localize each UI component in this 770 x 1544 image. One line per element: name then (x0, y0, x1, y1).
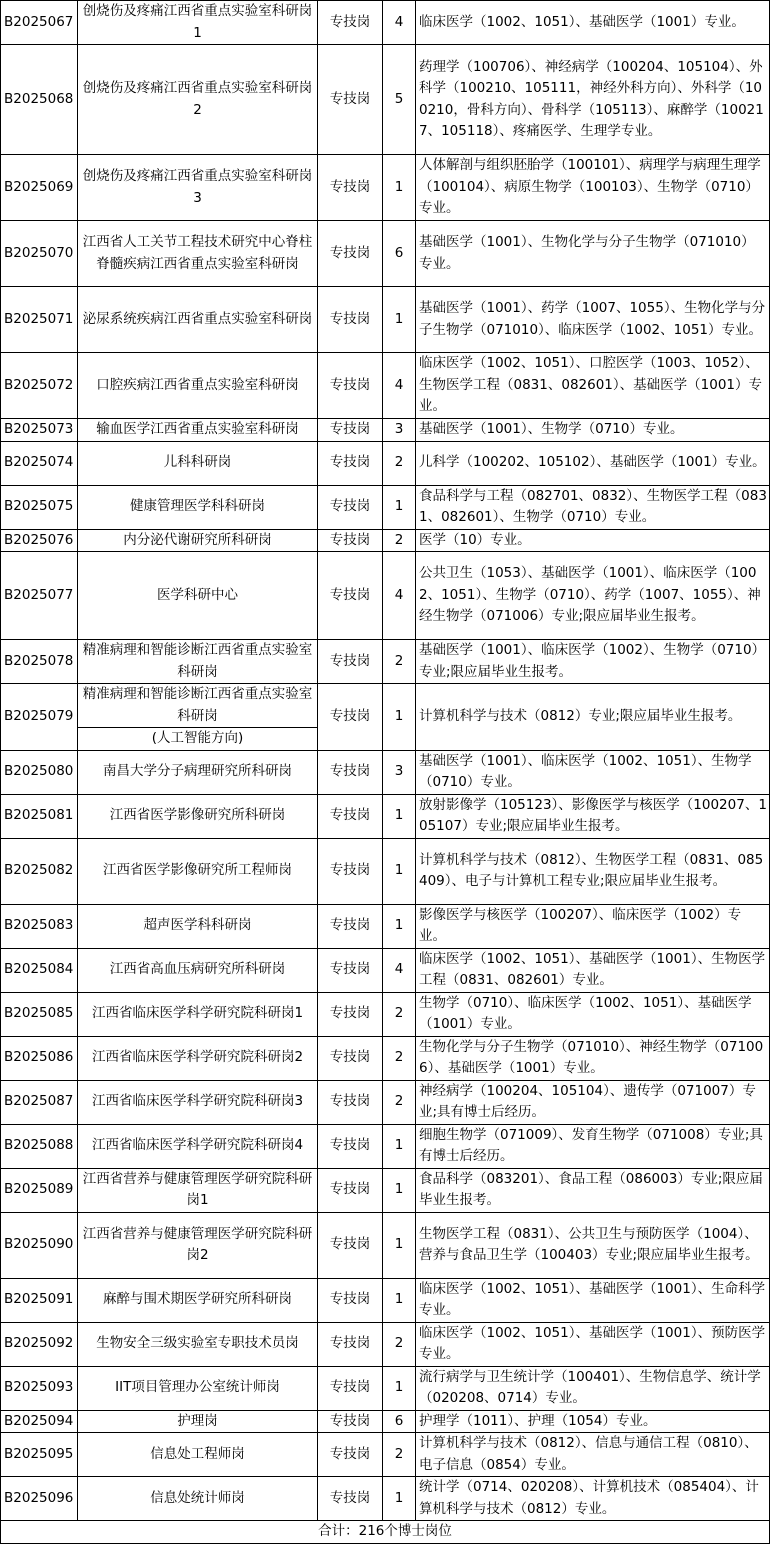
position-code: B2025091 (1, 1278, 78, 1322)
position-count: 1 (383, 1477, 416, 1521)
position-requirement: 影像医学与核医学（100207）、临床医学（1002）专业。 (416, 904, 770, 948)
position-requirement: 人体解剖与组织胚胎学（100101）、病理学与病理生理学（100104）、病原生物学（100103）、生物学（0710）专业。 (416, 155, 770, 221)
position-name: 创烧伤及疼痛江西省重点实验室科研岗2 (78, 45, 318, 155)
position-category: 专技岗 (318, 1410, 383, 1433)
total-row (1, 1521, 770, 1544)
position-requirement: 临床医学（1002、1051）、基础医学（1001）专业。 (416, 1, 770, 45)
position-requirement: 临床医学（1002、1051）、基础医学（1001）、生物医学工程（0831、082601）专业。 (416, 948, 770, 992)
table-row (1, 1, 770, 45)
position-name: 江西省高血压病研究所科研岗 (78, 948, 318, 992)
position-count: 4 (383, 948, 416, 992)
table-row (1, 529, 770, 552)
position-requirement: 生物化学与分子生物学（071010）、神经生物学（071006）、基础医学（1001）专业。 (416, 1036, 770, 1080)
position-name: 江西省营养与健康管理医学研究院科研岗1 (78, 1168, 318, 1212)
position-category: 专技岗 (318, 750, 383, 794)
position-count: 1 (383, 1212, 416, 1278)
position-requirement: 基础医学（1001）、药学（1007、1055）、生物化学与分子生物学（071010）、临床医学（1002、1051）专业。 (416, 287, 770, 353)
position-code: B2025067 (1, 1, 78, 45)
position-category: 专技岗 (318, 419, 383, 442)
position-name: 超声医学科科研岗 (78, 904, 318, 948)
position-code: B2025081 (1, 794, 78, 838)
table-row (1, 750, 770, 794)
table-row (1, 1410, 770, 1433)
position-requirement: 临床医学（1002、1051）、基础医学（1001）、生命科学专业。 (416, 1278, 770, 1322)
position-category: 专技岗 (318, 838, 383, 904)
position-code: B2025084 (1, 948, 78, 992)
table-row (1, 155, 770, 221)
position-category: 专技岗 (318, 1278, 383, 1322)
position-count: 3 (383, 419, 416, 442)
position-count: 2 (383, 640, 416, 684)
position-name: 信息处统计师岗 (78, 1477, 318, 1521)
position-name: 内分泌代谢研究所科研岗 (78, 529, 318, 552)
position-requirement: 放射影像学（105123）、影像医学与核医学（100207、105107）专业;限应届毕业生报考。 (416, 794, 770, 838)
position-requirement: 基础医学（1001）、生物化学与分子生物学（071010）专业。 (416, 221, 770, 287)
position-count: 1 (383, 1278, 416, 1322)
position-category: 专技岗 (318, 485, 383, 529)
position-category: 专技岗 (318, 552, 383, 640)
position-category: 专技岗 (318, 992, 383, 1036)
position-name: 江西省营养与健康管理医学研究院科研岗2 (78, 1212, 318, 1278)
position-count: 3 (383, 750, 416, 794)
position-name: 南昌大学分子病理研究所科研岗 (78, 750, 318, 794)
position-category: 专技岗 (318, 684, 383, 751)
table-row (1, 1278, 770, 1322)
position-name: 口腔疾病江西省重点实验室科研岗 (78, 353, 318, 419)
position-name: 江西省医学影像研究所工程师岗 (78, 838, 318, 904)
table-row (1, 45, 770, 155)
position-code: B2025086 (1, 1036, 78, 1080)
position-category: 专技岗 (318, 287, 383, 353)
position-name: 健康管理医学科科研岗 (78, 485, 318, 529)
table-row (1, 1036, 770, 1080)
position-count: 2 (383, 1080, 416, 1124)
position-category: 专技岗 (318, 1080, 383, 1124)
position-name (78, 684, 318, 751)
table-row (1, 904, 770, 948)
position-category: 专技岗 (318, 640, 383, 684)
position-requirement: 基础医学（1001）、临床医学（1002）、生物学（0710）专业;限应届毕业生报考。 (416, 640, 770, 684)
table-row (1, 1433, 770, 1477)
position-name: 江西省临床医学科学研究院科研岗2 (78, 1036, 318, 1080)
position-count: 1 (383, 1168, 416, 1212)
position-count: 1 (383, 684, 416, 751)
position-code: B2025070 (1, 221, 78, 287)
position-requirement: 计算机科学与技术（0812）、生物医学工程（0831、085409）、电子与计算机工程专业;限应届毕业生报考。 (416, 838, 770, 904)
position-category: 专技岗 (318, 948, 383, 992)
position-category: 专技岗 (318, 1433, 383, 1477)
position-count: 6 (383, 221, 416, 287)
position-code: B2025076 (1, 529, 78, 552)
position-name: 创烧伤及疼痛江西省重点实验室科研岗1 (78, 1, 318, 45)
position-requirement: 儿科学（100202、105102）、基础医学（1001）专业。 (416, 441, 770, 485)
table-row (1, 684, 770, 751)
position-requirement: 细胞生物学（071009）、发育生物学（071008）专业;具有博士后经历。 (416, 1124, 770, 1168)
table-row (1, 1168, 770, 1212)
position-name: 生物安全三级实验室专职技术员岗 (78, 1322, 318, 1366)
table-row (1, 1212, 770, 1278)
position-requirement: 临床医学（1002、1051）、基础医学（1001）、预防医学专业。 (416, 1322, 770, 1366)
table-row (1, 1366, 770, 1410)
position-count: 6 (383, 1410, 416, 1433)
position-requirement: 公共卫生（1053）、基础医学（1001）、临床医学（1002、1051）、生物学（0710）、药学（1007、1055）、神经生物学（071006）专业;限应届毕业生报考。 (416, 552, 770, 640)
position-category: 专技岗 (318, 1212, 383, 1278)
position-code: B2025068 (1, 45, 78, 155)
position-requirement: 神经病学（100204、105104）、遗传学（071007）专业;具有博士后经历。 (416, 1080, 770, 1124)
position-count: 2 (383, 1036, 416, 1080)
position-count: 1 (383, 904, 416, 948)
table-row (1, 640, 770, 684)
position-name: 江西省临床医学科学研究院科研岗1 (78, 992, 318, 1036)
position-code: B2025078 (1, 640, 78, 684)
positions-table-body (1, 1, 770, 1521)
table-row (1, 948, 770, 992)
position-name: 儿科科研岗 (78, 441, 318, 485)
position-category: 专技岗 (318, 45, 383, 155)
position-count: 4 (383, 1, 416, 45)
position-name: 麻醉与围术期医学研究所科研岗 (78, 1278, 318, 1322)
table-row (1, 419, 770, 442)
table-row (1, 992, 770, 1036)
position-code: B2025077 (1, 552, 78, 640)
position-code: B2025074 (1, 441, 78, 485)
position-code: B2025093 (1, 1366, 78, 1410)
position-name-sub: (人工智能方向) (78, 727, 317, 750)
position-name: 江西省医学影像研究所科研岗 (78, 794, 318, 838)
position-requirement: 计算机科学与技术（0812）专业;限应届毕业生报考。 (416, 684, 770, 751)
table-row (1, 552, 770, 640)
position-code: B2025088 (1, 1124, 78, 1168)
position-category: 专技岗 (318, 155, 383, 221)
position-count: 1 (383, 287, 416, 353)
position-requirement: 医学（10）专业。 (416, 529, 770, 552)
position-requirement: 生物医学工程（0831）、公共卫生与预防医学（1004）、营养与食品卫生学（100403）专业;限应届毕业生报考。 (416, 1212, 770, 1278)
position-count: 1 (383, 485, 416, 529)
position-count: 1 (383, 1124, 416, 1168)
position-category: 专技岗 (318, 1477, 383, 1521)
position-requirement: 基础医学（1001）、临床医学（1002、1051）、生物学（0710）专业。 (416, 750, 770, 794)
position-requirement: 生物学（0710）、临床医学（1002、1051）、基础医学（1001）专业。 (416, 992, 770, 1036)
position-category: 专技岗 (318, 1322, 383, 1366)
table-row (1, 838, 770, 904)
position-name: 信息处工程师岗 (78, 1433, 318, 1477)
position-code: B2025075 (1, 485, 78, 529)
position-category: 专技岗 (318, 794, 383, 838)
position-code: B2025089 (1, 1168, 78, 1212)
position-code: B2025072 (1, 353, 78, 419)
position-requirement: 食品科学（083201）、食品工程（086003）专业;限应届毕业生报考。 (416, 1168, 770, 1212)
position-name-main: 精准病理和智能诊断江西省重点实验室科研岗 (82, 686, 313, 724)
position-code: B2025082 (1, 838, 78, 904)
position-count: 2 (383, 992, 416, 1036)
position-code: B2025069 (1, 155, 78, 221)
position-requirement: 临床医学（1002、1051）、口腔医学（1003、1052）、生物医学工程（0831、082601）、基础医学（1001）专业。 (416, 353, 770, 419)
position-category: 专技岗 (318, 1124, 383, 1168)
position-code: B2025079 (1, 684, 78, 751)
position-code: B2025085 (1, 992, 78, 1036)
position-category: 专技岗 (318, 441, 383, 485)
table-row (1, 441, 770, 485)
position-requirement: 药理学（100706）、神经病学（100204、105104）、外科学（100210、105111，神经外科方向）、外科学（100210，骨科方向）、骨科学（105113）、麻醉学（100217、105118）、疼痛医学、生理学专业。 (416, 45, 770, 155)
position-count: 1 (383, 794, 416, 838)
position-name: 江西省临床医学科学研究院科研岗4 (78, 1124, 318, 1168)
position-code: B2025080 (1, 750, 78, 794)
position-category: 专技岗 (318, 1168, 383, 1212)
position-category: 专技岗 (318, 529, 383, 552)
table-row (1, 794, 770, 838)
table-row (1, 221, 770, 287)
position-code: B2025094 (1, 1410, 78, 1433)
position-code: B2025096 (1, 1477, 78, 1521)
position-category: 专技岗 (318, 353, 383, 419)
position-requirement: 统计学（0714、020208）、计算机技术（085404）、计算机科学与技术（0812）专业。 (416, 1477, 770, 1521)
position-category: 专技岗 (318, 1036, 383, 1080)
position-code: B2025092 (1, 1322, 78, 1366)
position-requirement: 护理学（1011）、护理（1054）专业。 (416, 1410, 770, 1433)
position-code: B2025073 (1, 419, 78, 442)
table-row (1, 1124, 770, 1168)
position-category: 专技岗 (318, 904, 383, 948)
position-code: B2025083 (1, 904, 78, 948)
table-row (1, 1477, 770, 1521)
position-name: IIT项目管理办公室统计师岗 (78, 1366, 318, 1410)
position-requirement: 基础医学（1001）、生物学（0710）专业。 (416, 419, 770, 442)
position-name: 江西省人工关节工程技术研究中心脊柱脊髓疾病江西省重点实验室科研岗 (78, 221, 318, 287)
position-name: 精准病理和智能诊断江西省重点实验室科研岗 (78, 640, 318, 684)
position-code: B2025095 (1, 1433, 78, 1477)
position-code: B2025090 (1, 1212, 78, 1278)
position-count: 4 (383, 353, 416, 419)
table-row (1, 287, 770, 353)
position-count: 1 (383, 155, 416, 221)
position-name: 江西省临床医学科学研究院科研岗3 (78, 1080, 318, 1124)
table-row (1, 485, 770, 529)
total-summary: 合计：216个博士岗位 (1, 1521, 770, 1544)
position-count: 2 (383, 1322, 416, 1366)
table-row (1, 1080, 770, 1124)
position-count: 2 (383, 1433, 416, 1477)
position-requirement: 食品科学与工程（082701、0832）、生物医学工程（0831、082601）、生物学（0710）专业。 (416, 485, 770, 529)
table-row (1, 353, 770, 419)
position-requirement: 流行病学与卫生统计学（100401）、生物信息学、统计学（020208、0714）专业。 (416, 1366, 770, 1410)
position-count: 2 (383, 529, 416, 552)
position-name: 医学科研中心 (78, 552, 318, 640)
position-name: 泌尿系统疾病江西省重点实验室科研岗 (78, 287, 318, 353)
position-category: 专技岗 (318, 1, 383, 45)
position-category: 专技岗 (318, 1366, 383, 1410)
table-row (1, 1322, 770, 1366)
position-requirement: 计算机科学与技术（0812）、信息与通信工程（0810）、电子信息（0854）专业。 (416, 1433, 770, 1477)
position-category: 专技岗 (318, 221, 383, 287)
position-count: 4 (383, 552, 416, 640)
position-name: 输血医学江西省重点实验室科研岗 (78, 419, 318, 442)
position-code: B2025071 (1, 287, 78, 353)
position-count: 2 (383, 441, 416, 485)
position-count: 5 (383, 45, 416, 155)
position-count: 1 (383, 838, 416, 904)
position-name: 创烧伤及疼痛江西省重点实验室科研岗3 (78, 155, 318, 221)
position-count: 1 (383, 1366, 416, 1410)
position-code: B2025087 (1, 1080, 78, 1124)
position-name: 护理岗 (78, 1410, 318, 1433)
